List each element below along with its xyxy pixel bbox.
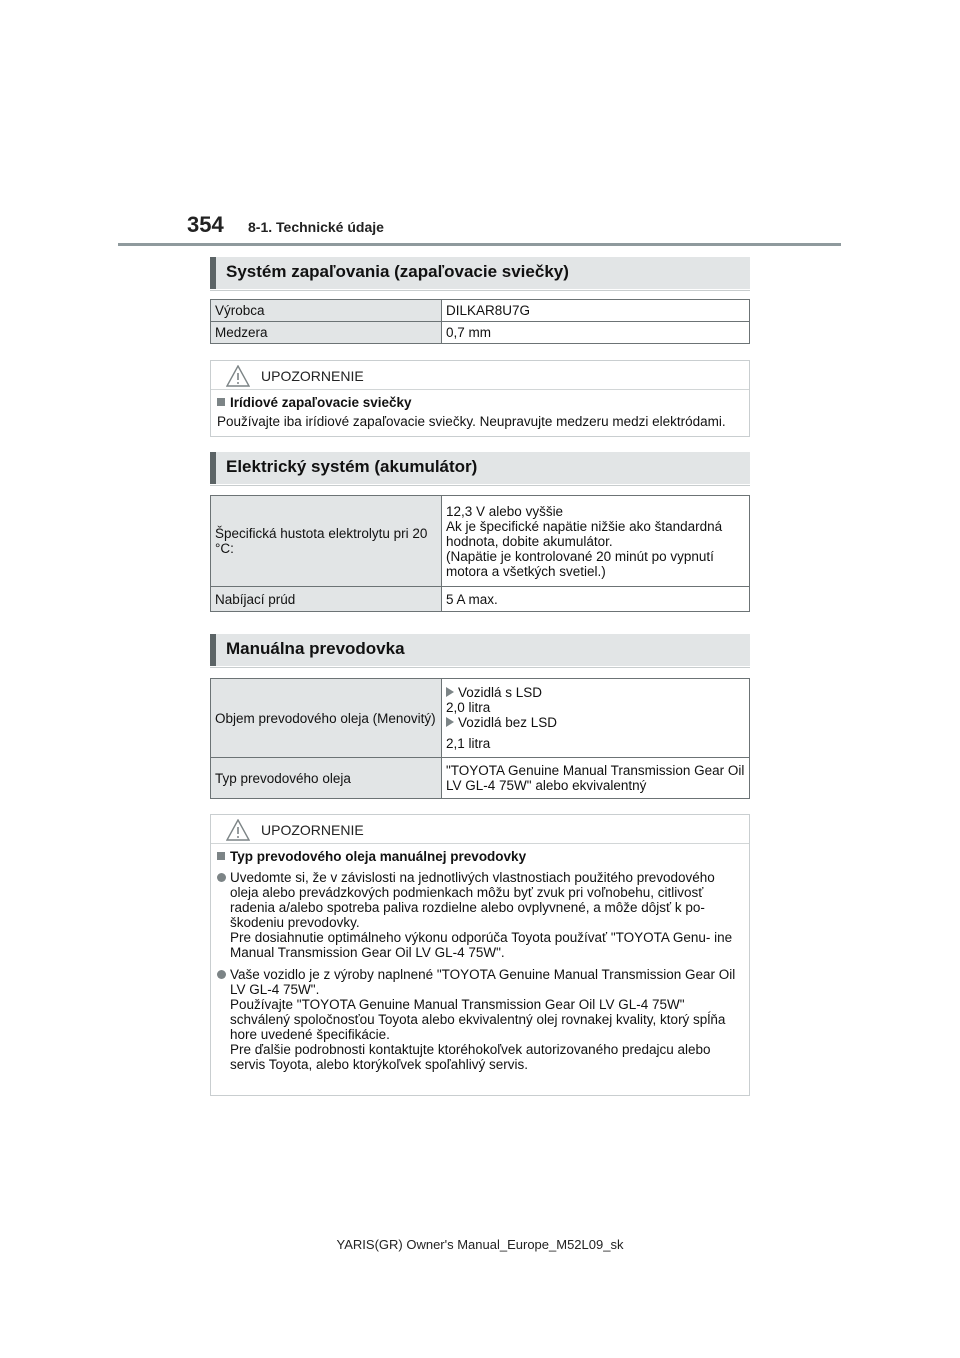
caution-title: UPOZORNENIE (261, 822, 364, 838)
table-row (211, 679, 750, 758)
table-cell-label: Medzera (211, 322, 442, 344)
table-row (211, 496, 750, 587)
table-cell-value: DILKAR8U7G (442, 300, 750, 322)
caution-body (211, 390, 749, 437)
table-cell-label: Výrobca (211, 300, 442, 322)
list-item (446, 715, 745, 730)
ignition-table (210, 299, 750, 344)
triangle-bullet-icon (446, 687, 454, 697)
table-cell-value (442, 679, 750, 758)
bullet-item (217, 870, 743, 960)
round-bullet-icon (217, 873, 226, 882)
square-bullet-icon (217, 398, 225, 406)
caution-box-spark-plugs (210, 360, 750, 437)
transmission-heading: Manuálna prevodovka (210, 634, 750, 666)
page-number: 354 (187, 212, 224, 237)
list-item (446, 685, 745, 700)
battery-note: Ak je špecifické napätie nižšie ako štandardná hodnota, dobite akumulátor. (446, 518, 723, 549)
table-cell-value: 5 A max. (442, 587, 750, 612)
caution-header (211, 361, 749, 390)
table-cell-value: 0,7 mm (442, 322, 750, 344)
warning-triangle-icon (226, 365, 250, 387)
caution-box-transmission-oil (210, 814, 750, 1096)
table-row (211, 758, 750, 799)
list-item-text: Vozidlá s LSD (458, 685, 543, 700)
bullet-item (217, 967, 743, 1072)
caution-subheading-text: Typ prevodového oleja manuálnej prevodovky (230, 849, 527, 864)
caution-subheading (217, 395, 743, 410)
square-bullet-icon (217, 852, 225, 860)
battery-note-2: (Napätie je kontrolované 20 minút po vypnutí motora a všetkých svetiel.) (446, 548, 714, 579)
bullet-text: Vaše vozidlo je z výroby naplnené "TOYOTA Genuine Manual Transmission Gear Oil LV GL-4 75W". (230, 967, 736, 997)
table-cell-value (442, 496, 750, 587)
electrical-heading: Elektrický systém (akumulátor) (210, 452, 750, 484)
table-cell-value: "TOYOTA Genuine Manual Transmission Gear Oil LV GL-4 75W" alebo ekvivalentný (442, 758, 750, 799)
bullet-text: Pre ďalšie podrobnosti kontaktujte ktoréhokoľvek autorizovaného predajcu alebo servis Toyota, alebo ktorýkoľvek spoľahlivý servis. (230, 1042, 711, 1072)
footer-text: YARIS(GR) Owner's Manual_Europe_M52L09_sk (336, 1237, 624, 1252)
caution-title: UPOZORNENIE (261, 368, 364, 384)
table-cell-label: Typ prevodového oleja (211, 758, 442, 799)
header-rule (118, 243, 841, 246)
list-item: 2,0 litra (446, 700, 491, 715)
table-cell-label: Špecifická hustota elektrolytu pri 20 °C: (211, 496, 442, 587)
battery-voltage: 12,3 V alebo vyššie (446, 503, 564, 519)
caution-body (211, 844, 749, 1080)
bullet-text: Používajte "TOYOTA Genuine Manual Transmission Gear Oil LV GL-4 75W" schválený spoločnosťou Toyota alebo ekvivalentný olej rovnakej kvality, ktorý spĺňa hore uvedené špecifikácie. (230, 997, 726, 1042)
caution-header (211, 815, 749, 844)
warning-triangle-icon (226, 819, 250, 841)
bullet-text: Uvedomte si, že v závislosti na jednotlivých vlastnostiach použitého prevodového oleja alebo prevádzkových podmienkach môžu byť zvuk pri voľnobehu, citlivosť radenia a/alebo spotreba paliva rozdielne alebo ovplyvnené, a môže dôjsť k po- škodeniu prevodovky. (230, 870, 715, 930)
ignition-heading: Systém zapaľovania (zapaľovacie sviečky) (210, 257, 750, 289)
caution-subheading (217, 849, 743, 864)
table-row (211, 587, 750, 612)
caution-subheading-text: Irídiové zapaľovacie sviečky (230, 395, 412, 410)
transmission-table (210, 678, 750, 799)
table-cell-label: Nabíjací prúd (211, 587, 442, 612)
caution-text: Používajte iba irídiové zapaľovacie sviečky. Neupravujte medzeru medzi elektródami. (217, 414, 726, 429)
section-title: 8-1. Technické údaje (248, 219, 384, 235)
list-item: 2,1 litra (446, 736, 491, 751)
round-bullet-icon (217, 970, 226, 979)
list-item-text: Vozidlá bez LSD (458, 715, 558, 730)
table-cell-label: Objem prevodového oleja (Menovitý) (211, 679, 442, 758)
table-row (211, 300, 750, 322)
table-row (211, 322, 750, 344)
triangle-bullet-icon (446, 717, 454, 727)
bullet-text: Pre dosiahnutie optimálneho výkonu odporúča Toyota používať "TOYOTA Genu- ine Manual Transmission Gear Oil LV GL-4 75W". (230, 930, 733, 960)
electrical-table (210, 495, 750, 612)
